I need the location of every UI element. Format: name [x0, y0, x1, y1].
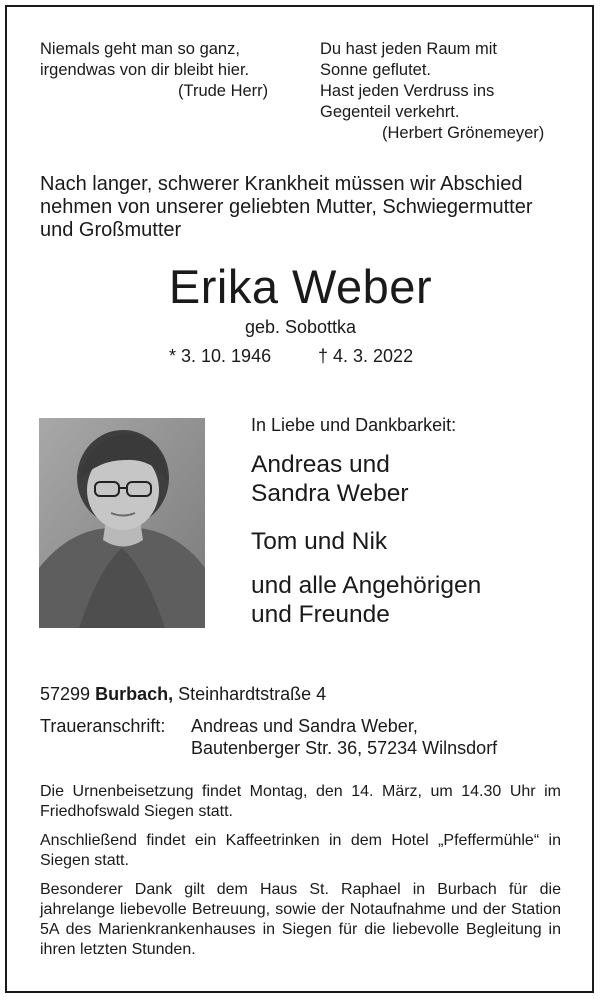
mourners-list — [251, 450, 409, 508]
maiden-name: geb. Sobottka — [244, 317, 357, 337]
condolence-address-label: Traueranschrift: — [40, 716, 166, 736]
mourners-list-extended — [251, 571, 481, 629]
quote-right — [320, 39, 544, 144]
mourner-line: Tom und Nik — [251, 528, 388, 555]
quote-left — [40, 39, 268, 102]
burial-note: Die Urnenbeisetzung findet Montag, den 14. März, um 14.30 Uhr im Friedhofswald Siegen statt. — [40, 783, 561, 820]
mourner-line: Andreas und — [251, 451, 390, 478]
reception-note: Anschließend findet ein Kaffeetrinken in dem Hotel „Pfeffermühle“ in Siegen statt. — [40, 832, 561, 869]
intro-line: Nach langer, schwerer Krankheit müssen wir Abschied — [40, 173, 523, 195]
street: Steinhardtstraße 4 — [178, 684, 327, 704]
mourner-line: und Freunde — [251, 601, 390, 628]
quote-left-line: irgendwas von dir bleibt hier. — [40, 61, 250, 79]
quote-left-author: (Trude Herr) — [178, 82, 269, 100]
mourner-line: und alle Angehörigen — [251, 572, 482, 599]
quote-right-author: (Herbert Grönemeyer) — [382, 124, 545, 142]
condolence-address-line: Andreas und Sandra Weber, — [191, 716, 418, 736]
zip-code: 57299 — [40, 684, 91, 704]
thanks-note: Besonderer Dank gilt dem Haus St. Raphael in Burbach für die jahrelange liebevolle Betreuung, sowie der Notaufnahme und der Station 5A des Marienkrankenhauses in Siegen für die liebevolle Begleitung in ihren letzten Stunden. — [40, 881, 561, 958]
portrait-photo — [39, 418, 205, 628]
intro-line: und Großmutter — [40, 219, 182, 241]
quote-right-line: Gegenteil verkehrt. — [320, 103, 460, 121]
mourner-line: Sandra Weber — [251, 480, 409, 507]
condolence-address-line: Bautenberger Str. 36, 57234 Wilnsdorf — [191, 738, 498, 758]
intro-line: nehmen von unserer geliebten Mutter, Schwiegermutter — [40, 196, 533, 218]
intro-text — [40, 173, 533, 242]
birth-date: * 3. 10. 1946 — [169, 346, 272, 366]
quote-right-line: Sonne geflutet. — [320, 61, 432, 79]
quote-left-line: Niemals geht man so ganz, — [40, 40, 240, 58]
quote-right-line: Hast jeden Verdruss ins — [320, 82, 495, 100]
deceased-name: Erika Weber — [168, 260, 433, 313]
mourners-heading: In Liebe und Dankbarkeit: — [251, 415, 457, 435]
death-date: † 4. 3. 2022 — [318, 346, 414, 366]
residence-address — [40, 683, 326, 705]
city: Burbach, — [95, 684, 174, 704]
condolence-address — [191, 715, 497, 759]
quote-right-line: Du hast jeden Raum mit — [320, 40, 497, 58]
